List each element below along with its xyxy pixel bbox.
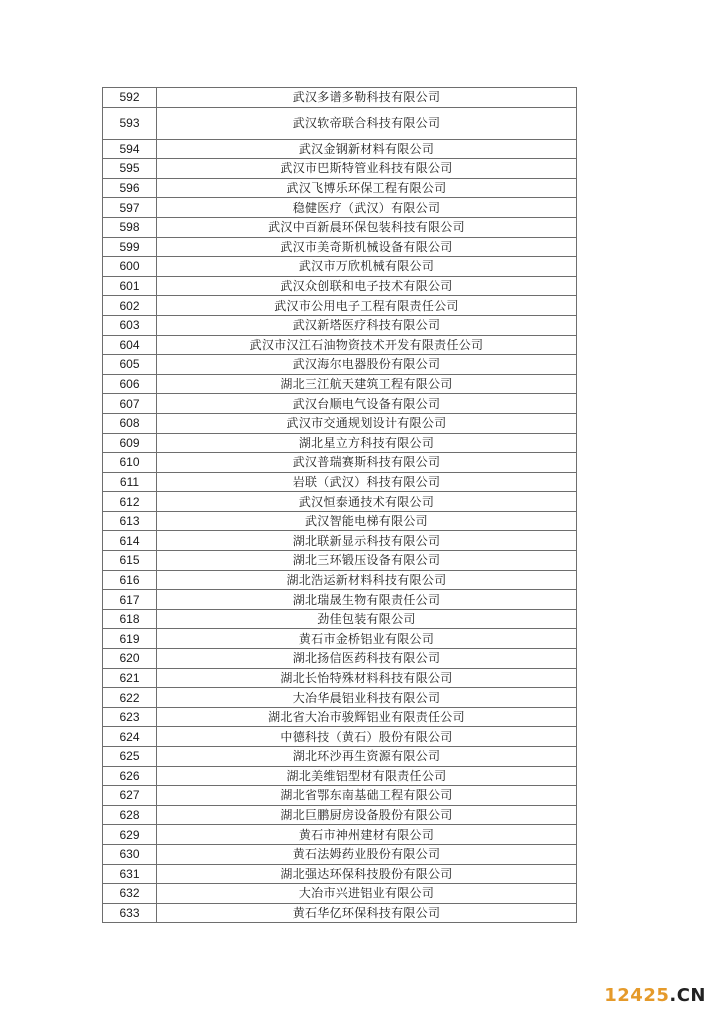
table-row bbox=[103, 237, 577, 257]
row-number: 599 bbox=[103, 237, 157, 257]
row-number: 621 bbox=[103, 668, 157, 688]
company-name: 武汉市汉江石油物资技术开发有限责任公司 bbox=[157, 335, 577, 355]
table-row bbox=[103, 453, 577, 473]
table-row bbox=[103, 727, 577, 747]
company-name: 武汉多谱多勒科技有限公司 bbox=[157, 88, 577, 108]
row-number: 616 bbox=[103, 570, 157, 590]
table-row bbox=[103, 747, 577, 767]
table-row bbox=[103, 107, 577, 139]
company-name: 大冶华晨铝业科技有限公司 bbox=[157, 688, 577, 708]
company-name: 湖北三环锻压设备有限公司 bbox=[157, 551, 577, 571]
table-row bbox=[103, 472, 577, 492]
table-row bbox=[103, 394, 577, 414]
row-number: 613 bbox=[103, 511, 157, 531]
company-name: 湖北美维铝型材有限责任公司 bbox=[157, 766, 577, 786]
table-row bbox=[103, 217, 577, 237]
row-number: 617 bbox=[103, 590, 157, 610]
table-row bbox=[103, 668, 577, 688]
row-number: 592 bbox=[103, 88, 157, 108]
row-number: 594 bbox=[103, 139, 157, 159]
table-row bbox=[103, 884, 577, 904]
row-number: 606 bbox=[103, 374, 157, 394]
company-name: 黄石市金桥铝业有限公司 bbox=[157, 629, 577, 649]
company-name: 中德科技（黄石）股份有限公司 bbox=[157, 727, 577, 747]
company-name: 湖北联新显示科技有限公司 bbox=[157, 531, 577, 551]
company-name: 湖北长怡特殊材料科技有限公司 bbox=[157, 668, 577, 688]
row-number: 623 bbox=[103, 707, 157, 727]
table-row bbox=[103, 355, 577, 375]
table-row bbox=[103, 413, 577, 433]
row-number: 615 bbox=[103, 551, 157, 571]
row-number: 622 bbox=[103, 688, 157, 708]
watermark-number: 12425 bbox=[604, 985, 670, 1006]
row-number: 625 bbox=[103, 747, 157, 767]
company-name: 黄石市神州建材有限公司 bbox=[157, 825, 577, 845]
table-row bbox=[103, 864, 577, 884]
company-name: 武汉金钢新材料有限公司 bbox=[157, 139, 577, 159]
table-row bbox=[103, 609, 577, 629]
company-name: 武汉市美奇斯机械设备有限公司 bbox=[157, 237, 577, 257]
table-row bbox=[103, 551, 577, 571]
row-number: 628 bbox=[103, 805, 157, 825]
table-row bbox=[103, 374, 577, 394]
row-number: 627 bbox=[103, 786, 157, 806]
row-number: 612 bbox=[103, 492, 157, 512]
company-name: 湖北星立方科技有限公司 bbox=[157, 433, 577, 453]
row-number: 620 bbox=[103, 649, 157, 669]
table-row bbox=[103, 590, 577, 610]
table-row bbox=[103, 335, 577, 355]
table-row bbox=[103, 492, 577, 512]
table-row bbox=[103, 511, 577, 531]
row-number: 610 bbox=[103, 453, 157, 473]
company-list-table bbox=[102, 87, 577, 923]
table-row bbox=[103, 257, 577, 277]
row-number: 598 bbox=[103, 217, 157, 237]
row-number: 626 bbox=[103, 766, 157, 786]
table-row bbox=[103, 198, 577, 218]
row-number: 631 bbox=[103, 864, 157, 884]
company-name: 湖北省鄂东南基础工程有限公司 bbox=[157, 786, 577, 806]
table-row bbox=[103, 766, 577, 786]
table-row bbox=[103, 178, 577, 198]
row-number: 609 bbox=[103, 433, 157, 453]
company-name: 武汉众创联和电子技术有限公司 bbox=[157, 276, 577, 296]
table-row bbox=[103, 570, 577, 590]
company-name: 武汉软帝联合科技有限公司 bbox=[157, 107, 577, 139]
company-name: 武汉飞博乐环保工程有限公司 bbox=[157, 178, 577, 198]
row-number: 632 bbox=[103, 884, 157, 904]
row-number: 629 bbox=[103, 825, 157, 845]
table-row bbox=[103, 786, 577, 806]
table-row bbox=[103, 88, 577, 108]
row-number: 602 bbox=[103, 296, 157, 316]
company-name: 稳健医疗（武汉）有限公司 bbox=[157, 198, 577, 218]
row-number: 603 bbox=[103, 315, 157, 335]
company-name: 武汉市公用电子工程有限责任公司 bbox=[157, 296, 577, 316]
company-name: 武汉市巴斯特管业科技有限公司 bbox=[157, 159, 577, 179]
company-name: 武汉中百新晨环保包装科技有限公司 bbox=[157, 217, 577, 237]
table-row bbox=[103, 531, 577, 551]
company-name: 武汉新塔医疗科技有限公司 bbox=[157, 315, 577, 335]
company-name: 武汉市交通规划设计有限公司 bbox=[157, 413, 577, 433]
company-name: 湖北瑞晟生物有限责任公司 bbox=[157, 590, 577, 610]
company-name: 湖北浩运新材料科技有限公司 bbox=[157, 570, 577, 590]
row-number: 597 bbox=[103, 198, 157, 218]
company-name: 湖北扬信医药科技有限公司 bbox=[157, 649, 577, 669]
row-number: 614 bbox=[103, 531, 157, 551]
row-number: 630 bbox=[103, 844, 157, 864]
row-number: 633 bbox=[103, 903, 157, 923]
company-name: 湖北环沙再生资源有限公司 bbox=[157, 747, 577, 767]
row-number: 604 bbox=[103, 335, 157, 355]
row-number: 608 bbox=[103, 413, 157, 433]
table-row bbox=[103, 629, 577, 649]
row-number: 596 bbox=[103, 178, 157, 198]
table-row bbox=[103, 159, 577, 179]
company-name: 湖北强达环保科技股份有限公司 bbox=[157, 864, 577, 884]
row-number: 607 bbox=[103, 394, 157, 414]
table-row bbox=[103, 315, 577, 335]
row-number: 601 bbox=[103, 276, 157, 296]
row-number: 624 bbox=[103, 727, 157, 747]
table-row bbox=[103, 649, 577, 669]
table-row bbox=[103, 139, 577, 159]
company-name: 武汉普瑞赛斯科技有限公司 bbox=[157, 453, 577, 473]
table-row bbox=[103, 707, 577, 727]
company-name: 岩联（武汉）科技有限公司 bbox=[157, 472, 577, 492]
company-name: 劲佳包装有限公司 bbox=[157, 609, 577, 629]
row-number: 618 bbox=[103, 609, 157, 629]
company-name: 武汉海尔电器股份有限公司 bbox=[157, 355, 577, 375]
table-row bbox=[103, 903, 577, 923]
row-number: 605 bbox=[103, 355, 157, 375]
company-name: 武汉智能电梯有限公司 bbox=[157, 511, 577, 531]
table-row bbox=[103, 276, 577, 296]
table-row bbox=[103, 296, 577, 316]
row-number: 595 bbox=[103, 159, 157, 179]
row-number: 593 bbox=[103, 107, 157, 139]
company-name: 黄石华亿环保科技有限公司 bbox=[157, 903, 577, 923]
watermark-domain: .CN bbox=[669, 985, 706, 1006]
row-number: 619 bbox=[103, 629, 157, 649]
company-name: 武汉市万欣机械有限公司 bbox=[157, 257, 577, 277]
company-name: 武汉台顺电气设备有限公司 bbox=[157, 394, 577, 414]
company-name: 黄石法姆药业股份有限公司 bbox=[157, 844, 577, 864]
table-body bbox=[103, 88, 577, 923]
site-watermark bbox=[604, 985, 706, 1006]
company-name: 湖北三江航天建筑工程有限公司 bbox=[157, 374, 577, 394]
company-name: 大冶市兴进铝业有限公司 bbox=[157, 884, 577, 904]
table-row bbox=[103, 805, 577, 825]
company-name: 湖北省大冶市骏辉铝业有限责任公司 bbox=[157, 707, 577, 727]
table-row bbox=[103, 688, 577, 708]
table-row bbox=[103, 844, 577, 864]
row-number: 611 bbox=[103, 472, 157, 492]
company-name: 武汉恒泰通技术有限公司 bbox=[157, 492, 577, 512]
table-row bbox=[103, 433, 577, 453]
row-number: 600 bbox=[103, 257, 157, 277]
company-name: 湖北巨鹏厨房设备股份有限公司 bbox=[157, 805, 577, 825]
table-row bbox=[103, 825, 577, 845]
